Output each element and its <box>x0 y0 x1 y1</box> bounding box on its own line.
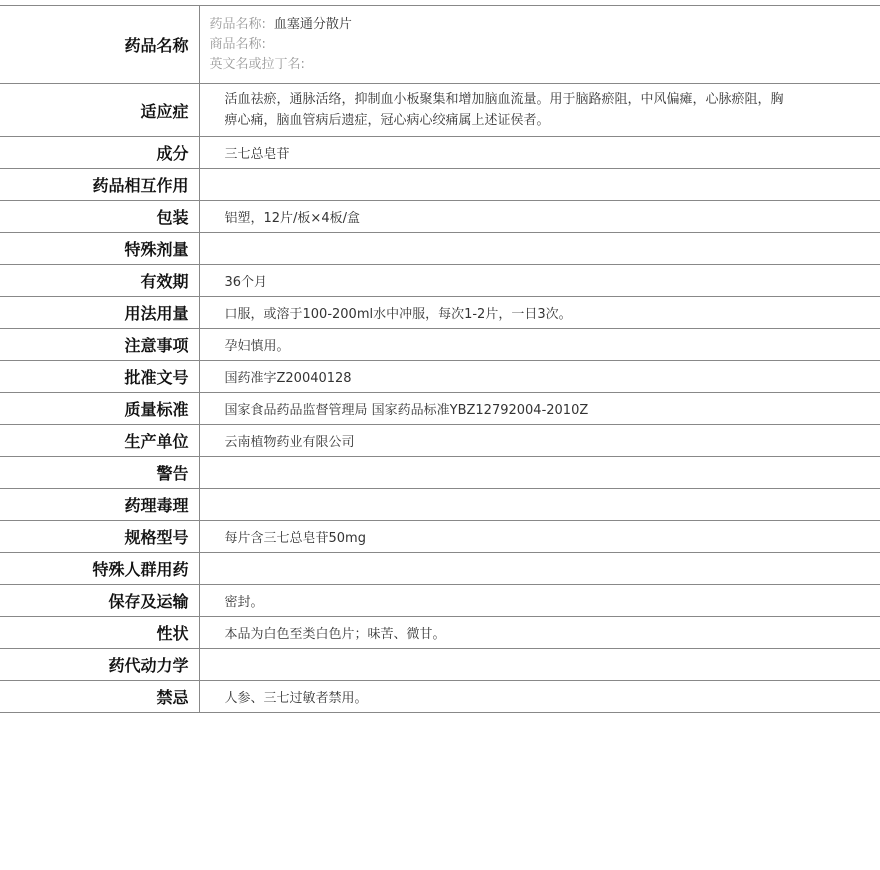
value-interactions <box>199 169 880 201</box>
value-pharmacology <box>199 489 880 521</box>
row-usage-dosage <box>0 297 880 329</box>
label-special-dosage: 特殊剂量 <box>0 233 199 265</box>
value-usage-dosage: 口服，或溶于100-200ml水中冲服，每次1-2片，一日3次。 <box>199 297 880 329</box>
row-specification <box>0 521 880 553</box>
label-indications: 适应症 <box>0 84 199 137</box>
value-manufacturer: 云南植物药业有限公司 <box>199 425 880 457</box>
trade-name-line <box>210 35 880 55</box>
drug-name-value: 血塞通分散片 <box>273 16 352 32</box>
row-interactions <box>0 169 880 201</box>
drug-name-key: 药品名称: <box>209 16 266 32</box>
label-pharmacology: 药理毒理 <box>0 489 199 521</box>
row-special-populations <box>0 553 880 585</box>
label-interactions: 药品相互作用 <box>0 169 199 201</box>
value-specification: 每片含三七总皂苷50mg <box>199 521 880 553</box>
row-warning <box>0 457 880 489</box>
value-shelf-life: 36个月 <box>199 265 880 297</box>
label-precautions: 注意事项 <box>0 329 199 361</box>
row-pharmacology <box>0 489 880 521</box>
row-drug-name <box>0 6 880 84</box>
label-storage-transport: 保存及运输 <box>0 585 199 617</box>
drug-name-line <box>210 15 880 35</box>
row-contraindications <box>0 681 880 713</box>
row-pharmacokinetics <box>0 649 880 681</box>
value-ingredients: 三七总皂苷 <box>199 137 880 169</box>
drug-name-block <box>199 6 880 84</box>
label-approval-number: 批准文号 <box>0 361 199 393</box>
label-pharmacokinetics: 药代动力学 <box>0 649 199 681</box>
row-quality-standard <box>0 393 880 425</box>
value-quality-standard: 国家食品药品监督管理局 国家药品标准YBZ12792004-2010Z <box>199 393 880 425</box>
value-indications: 活血祛瘀，通脉活络，抑制血小板聚集和增加脑血流量。用于脑路瘀阻，中风偏瘫，心脉瘀阻，胸痹心痛，脑血管病后遗症，冠心病心绞痛属上述证侯者。 <box>199 84 880 137</box>
label-quality-standard: 质量标准 <box>0 393 199 425</box>
row-indications <box>0 84 880 137</box>
drug-info-table <box>0 5 880 713</box>
english-name-line <box>210 55 880 75</box>
label-shelf-life: 有效期 <box>0 265 199 297</box>
label-drug-name: 药品名称 <box>0 6 199 84</box>
english-name-key: 英文名或拉丁名: <box>209 56 305 72</box>
label-ingredients: 成分 <box>0 137 199 169</box>
label-manufacturer: 生产单位 <box>0 425 199 457</box>
row-special-dosage <box>0 233 880 265</box>
row-appearance <box>0 617 880 649</box>
value-special-dosage <box>199 233 880 265</box>
label-packaging: 包装 <box>0 201 199 233</box>
trade-name-key: 商品名称: <box>209 36 266 52</box>
value-storage-transport: 密封。 <box>199 585 880 617</box>
row-approval-number <box>0 361 880 393</box>
value-appearance: 本品为白色至类白色片；味苦、微甘。 <box>199 617 880 649</box>
value-contraindications: 人参、三七过敏者禁用。 <box>199 681 880 713</box>
value-packaging: 铝塑，12片/板×4板/盒 <box>199 201 880 233</box>
drug-info-table-wrapper <box>0 5 880 713</box>
label-contraindications: 禁忌 <box>0 681 199 713</box>
row-storage-transport <box>0 585 880 617</box>
row-packaging <box>0 201 880 233</box>
value-warning <box>199 457 880 489</box>
value-pharmacokinetics <box>199 649 880 681</box>
row-manufacturer <box>0 425 880 457</box>
row-shelf-life <box>0 265 880 297</box>
value-precautions: 孕妇慎用。 <box>199 329 880 361</box>
label-usage-dosage: 用法用量 <box>0 297 199 329</box>
label-special-populations: 特殊人群用药 <box>0 553 199 585</box>
row-ingredients <box>0 137 880 169</box>
label-specification: 规格型号 <box>0 521 199 553</box>
label-appearance: 性状 <box>0 617 199 649</box>
row-precautions <box>0 329 880 361</box>
label-warning: 警告 <box>0 457 199 489</box>
value-special-populations <box>199 553 880 585</box>
value-approval-number: 国药准字Z20040128 <box>199 361 880 393</box>
